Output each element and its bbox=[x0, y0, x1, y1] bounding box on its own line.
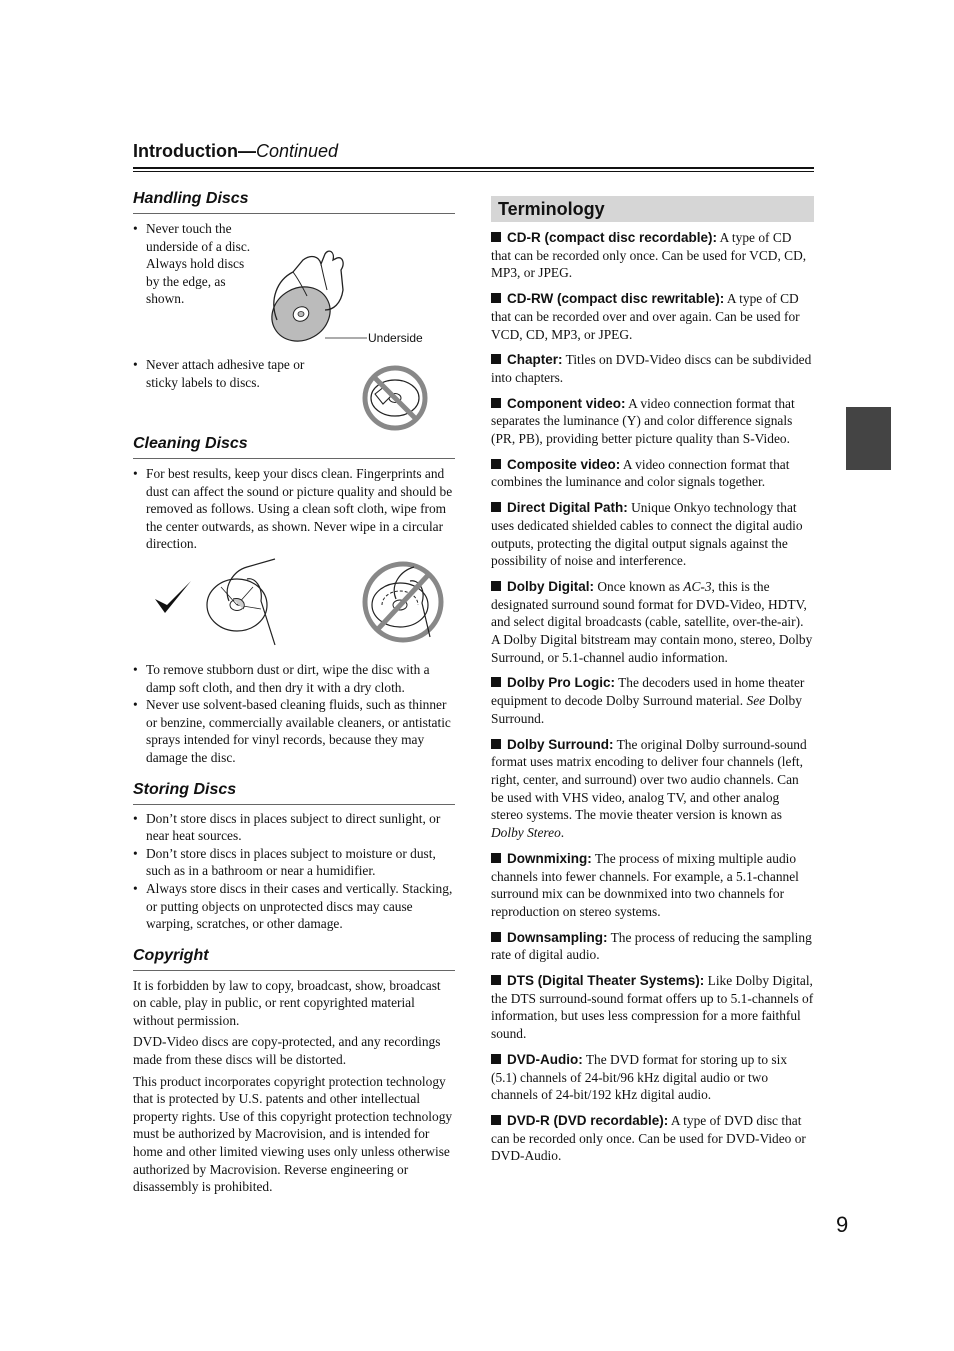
underside-label: Underside bbox=[368, 331, 423, 345]
copyright-paragraph-3: This product incorporates copyright protection technology that is protected by U.S. patents and other intellectual property rights. Use of this copyright protection technology must be authorized by Macrovision, and is intended for home and other limited viewing uses only unless otherwise authorized by Macrovision. Reverse engineering or disassembly is prohibited. bbox=[133, 1073, 453, 1195]
term-entry-direct-digital-path bbox=[491, 499, 814, 570]
bullet-square-icon bbox=[491, 232, 501, 242]
term-definition: Unique Onkyo technology that uses dedicated shielded cables to connect the digital audio outputs, protecting the digital output signals against the possibility of noise and interference. bbox=[491, 500, 803, 569]
term-entry-downsampling bbox=[491, 929, 814, 964]
term-definition-emphasis: Dolby Stereo bbox=[491, 825, 561, 841]
term-entry-dolby-surround bbox=[491, 736, 814, 842]
header-title bbox=[133, 141, 338, 162]
bullet-square-icon bbox=[491, 581, 501, 591]
left-column bbox=[133, 190, 455, 1196]
storing-heading: Storing Discs bbox=[133, 781, 455, 805]
term-label: Downsampling: bbox=[507, 929, 608, 945]
term-definition: A video connection format that combines the luminance and color signals together. bbox=[491, 456, 790, 490]
bullet-square-icon bbox=[491, 739, 501, 749]
bullet-square-icon bbox=[491, 502, 501, 512]
handling-section bbox=[133, 214, 455, 410]
right-column bbox=[491, 196, 814, 1165]
term-definition: The DVD format for storing up to six (5.1) channels of 24-bit/96 kHz digital audio or two channels of 24-bit/192 kHz digital audio. bbox=[491, 1051, 788, 1103]
handling-heading: Handling Discs bbox=[133, 190, 455, 214]
term-label: Dolby Digital: bbox=[507, 578, 594, 594]
term-entry-component-video bbox=[491, 395, 814, 448]
bullet-square-icon bbox=[491, 677, 501, 687]
bullet-square-icon bbox=[491, 293, 501, 303]
bullet-square-icon bbox=[491, 398, 501, 408]
term-label: Dolby Surround: bbox=[507, 736, 614, 752]
term-label: Dolby Pro Logic: bbox=[507, 675, 615, 691]
bullet-square-icon bbox=[491, 975, 501, 985]
term-label: Chapter: bbox=[507, 352, 563, 368]
header-title-continued: Continued bbox=[255, 141, 339, 161]
term-definition: The decoders used in home theater equipment to decode Dolby Surround material. bbox=[491, 675, 805, 709]
checkmark-icon bbox=[153, 577, 193, 617]
bullet-square-icon bbox=[491, 853, 501, 863]
term-definition-rest: , this is the designated surround sound format for DVD-Video, HDTV, and select digital broadcasts (cable, satellite, over-the-air). A Dolby Digital bitstream may contain mono, stereo, Dolby Surround, or 5.1-channel audio information. bbox=[491, 578, 813, 665]
page-header bbox=[133, 141, 814, 162]
term-definition-rest: . bbox=[560, 825, 565, 841]
terminology-heading-box bbox=[491, 196, 814, 222]
storing-bullet-2: • Don’t store discs in places subject to moisture or dust, such as in a bathroom or near a humidifier. bbox=[133, 845, 455, 880]
term-definition: The process of mixing multiple audio channels into fewer channels. For example, a 5.1-channel surround mix can be downmixed into two channels for reproduction on stereo systems. bbox=[491, 850, 799, 919]
term-definition: Once known as bbox=[597, 578, 680, 594]
terminology-heading: Terminology bbox=[498, 198, 605, 219]
bullet-square-icon bbox=[491, 354, 501, 364]
header-title-main: Introduction— bbox=[133, 141, 256, 161]
handling-bullet-1: • Never touch the underside of a disc. Always hold discs by the edge, as shown. bbox=[133, 220, 251, 308]
term-entry-chapter bbox=[491, 351, 814, 386]
term-definition-emphasis: AC-3 bbox=[683, 578, 712, 594]
term-definition: The original Dolby surround-sound format uses matrix encoding to deliver four channels (left, right, center, and surround) over two audio channels. Can be used with VHS video, analog TV, and other analog stereo systems. The movie theater version is known as bbox=[491, 736, 807, 823]
term-label: Component video: bbox=[507, 395, 626, 411]
cleaning-bullet-1: • For best results, keep your discs clean. Fingerprints and dust can affect the sound or picture quality and should be removed as follows. Using a clean soft cloth, wipe from the center outwards, as shown. Never wipe in a circular direction. bbox=[133, 465, 455, 553]
term-definition-emphasis: See bbox=[746, 693, 766, 709]
copyright-paragraph-1: It is forbidden by law to copy, broadcast, show, broadcast on cable, play in public, or rent copyrighted material without permission. bbox=[133, 977, 441, 1028]
wipe-outward-icon bbox=[203, 557, 283, 653]
term-label: Downmixing: bbox=[507, 850, 592, 866]
header-rule bbox=[133, 167, 814, 172]
section-side-tab bbox=[846, 407, 891, 470]
term-entry-dvd-r bbox=[491, 1112, 814, 1165]
storing-bullet-3: • Always store discs in their cases and vertically. Stacking, or putting objects on unprotected discs may cause warping, scratches, or other damage. bbox=[133, 880, 455, 933]
term-definition: A type of DVD disc that can be recorded only once. Can be used for DVD-Video or DVD-Audio. bbox=[491, 1112, 806, 1164]
term-label: CD-R (compact disc recordable): bbox=[507, 230, 718, 245]
term-label: DTS (Digital Theater Systems): bbox=[507, 973, 705, 989]
cleaning-bullet-2: • To remove stubborn dust or dirt, wipe the disc with a damp soft cloth, and then dry it with a dry cloth. bbox=[133, 661, 455, 696]
term-entry-dolby-pro-logic bbox=[491, 674, 814, 727]
term-definition: A video connection format that separates the luminance (Y) and color difference signals (PR, PB), providing better picture quality than S-Video. bbox=[491, 395, 795, 447]
term-entry-cd-rw bbox=[491, 290, 814, 343]
term-entry-downmixing bbox=[491, 850, 814, 921]
term-definition-rest: Dolby Surround. bbox=[491, 693, 802, 726]
term-entry-dts bbox=[491, 972, 814, 1043]
term-label: Direct Digital Path: bbox=[507, 500, 628, 516]
term-entry-composite-video bbox=[491, 456, 814, 491]
hand-holding-disc-icon bbox=[263, 250, 373, 346]
cleaning-bullet-3: • Never use solvent-based cleaning fluids, such as thinner or benzine, commercially available cleaners, or antistatic sprays intended for vinyl records, because they may damage the disc. bbox=[133, 696, 455, 766]
term-entry-dolby-digital bbox=[491, 578, 814, 667]
term-definition: A type of CD that can be recorded over and over again. Can be used for VCD, CD, MP3, or JPEG. bbox=[491, 291, 800, 342]
bullet-square-icon bbox=[491, 459, 501, 469]
bullet-square-icon bbox=[491, 1054, 501, 1064]
term-entry-dvd-audio bbox=[491, 1051, 814, 1104]
handling-bullet-2: • Never attach adhesive tape or sticky labels to discs. bbox=[133, 356, 323, 391]
term-label: DVD-Audio: bbox=[507, 1051, 583, 1067]
term-definition: Like Dolby Digital, the DTS surround-sound format offers up to 5.1-channels of information, but uses less compression for a more faithful sound. bbox=[491, 973, 814, 1042]
term-label: Composite video: bbox=[507, 456, 621, 472]
copyright-paragraph-2: DVD-Video discs are copy-protected, and any recordings made from these discs will be distorted. bbox=[133, 1034, 441, 1068]
page-number: 9 bbox=[836, 1212, 849, 1237]
term-label: CD-RW (compact disc rewritable): bbox=[507, 291, 725, 307]
term-definition: The process of reducing the sampling rate of digital audio. bbox=[491, 929, 812, 963]
bullet-square-icon bbox=[491, 932, 501, 942]
term-label: DVD-R (DVD recordable): bbox=[507, 1112, 669, 1128]
copyright-heading: Copyright bbox=[133, 947, 455, 971]
bullet-square-icon bbox=[491, 1115, 501, 1125]
cleaning-heading: Cleaning Discs bbox=[133, 435, 455, 459]
storing-bullet-1: • Don’t store discs in places subject to direct sunlight, or near heat sources. bbox=[133, 810, 455, 845]
term-definition: Titles on DVD-Video discs can be subdivided into chapters. bbox=[491, 352, 812, 385]
no-labels-icon bbox=[361, 364, 429, 432]
cleaning-illustrations bbox=[133, 553, 455, 661]
term-definition: A type of CD that can be recorded only once. Can be used for VCD, CD, MP3, or JPEG. bbox=[491, 230, 807, 281]
no-circular-wipe-icon bbox=[360, 559, 446, 645]
term-entry-cd-r bbox=[491, 229, 814, 282]
